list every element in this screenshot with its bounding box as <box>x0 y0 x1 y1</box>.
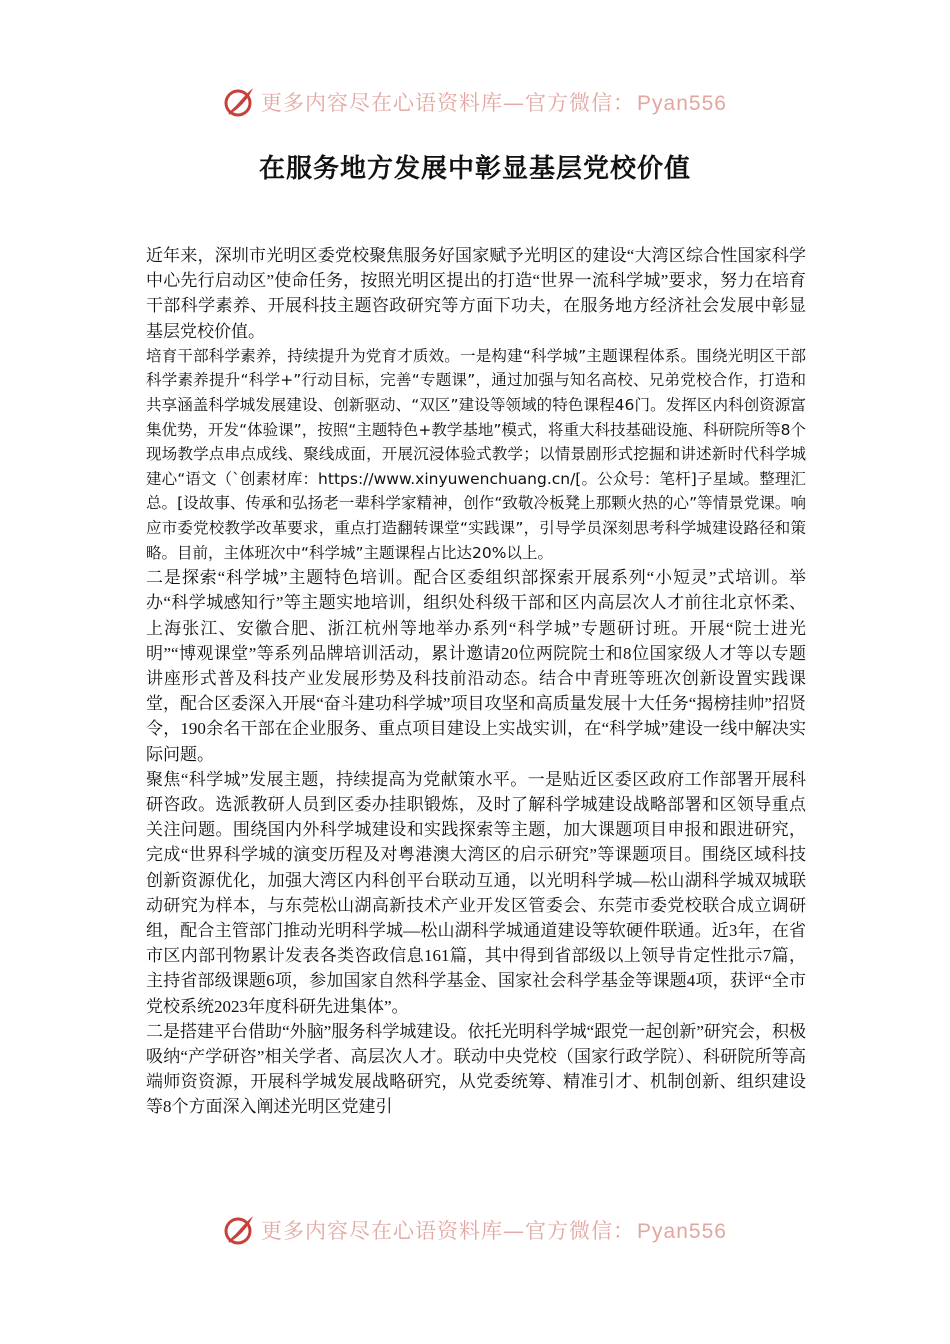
document-body <box>146 243 806 1120</box>
watermark-text <box>261 87 727 117</box>
paragraph-research: 聚焦“科学城”发展主题，持续提高为党献策水平。一是贴近区委区政府工作部署开展科研咨政。选派教研人员到区委办挂职锻炼，及时了解科学城建设战略部署和区领导重点关注问题。围绕国内外科学城建设和实践探索等主题，加大课题项目申报和跟进研究，完成“世界科学城的演变历程及对粤港澳大湾区的启示研究”等课题项目。围绕区域科技创新资源优化，加强大湾区内科创平台联动互通，以光明科学城—松山湖科学城双城联动研究为样本，与东莞松山湖高新技术产业开发区管委会、东莞市委党校联合成立调研组，配合主管部门推动光明科学城—松山湖科学城通道建设等软硬件联通。近3年，在省市区内部刊物累计发表各类咨政信息161篇，其中得到省部级以上领导肯定性批示7篇，主持省部级课题6项，参加国家自然科学基金、国家社会科学基金等课题4项，获评“全市党校系统2023年度科研先进集体”。 <box>146 769 806 1016</box>
paragraph-special-training: 二是探索“科学城”主题特色培训。配合区委组织部探索开展系列“小短灵”式培训。举办“科学城感知行”等主题实地培训，组织处科级干部和区内高层次人才前往北京怀柔、上海张江、安徽合肥、浙江杭州等地举办系列“科学城”专题研讨班。开展“院士进光明”“博观课堂”等系列品牌培训活动，累计邀请20位两院院士和8位国家级人才等以专题讲座形式普及科技产业发展形势及科技前沿动态。结合中青班等班次创新设置实践课堂，配合区委深入开展“奋斗建功科学城”项目攻坚和高质量发展十大任务“揭榜挂帅”招贤令，190余名干部在企业服务、重点项目建设上实战实训，在“科学城”建设一线中解决实际问题。 <box>146 568 806 764</box>
watermark-id: Pyan556 <box>637 92 727 115</box>
watermark-banner-top <box>0 82 950 122</box>
document-title: 在服务地方发展中彰显基层党校价值 <box>258 154 691 184</box>
paragraph-platform: 二是搭建平台借助“外脑”服务科学城建设。依托光明科学城“跟党一起创新”研究会，积极吸纳“产学研咨”相关学者、高层次人才。联动中央党校（国家行政学院）、科研院所等高端师资资源，开展科学城发展战略研究，从党委统筹、精准引才、机制创新、组织建设等8个方面深入阐述光明区党建引 <box>146 1021 806 1117</box>
paragraph-training: 培育干部科学素养，持续提升为党育才质效。一是构建“科学城”主题课程体系。围绕光明区干部科学素养提升“科学+”行动目标，完善“专题课”，通过加强与知名高校、兄弟党校合作，打造和共享涵盖科学城发展建设、创新驱动、“双区”建设等领域的特色课程46门。发挥区内科创资源富集优势，开发“体验课”，按照“主题特色+教学基地”模式，将重大科技基础设施、科研院所等8个现场教学点串点成线、聚线成面，开展沉浸体验式教学；以情景剧形式挖掘和讲述新时代科学城建心“语文（`创素材库：https://www.xinyuwenchuang.cn/[。公众号：笔杆]子星域。整理汇总。[设故事、传承和弘扬老一辈科学家精神，创作“致敬冷板凳上那颗火热的心”等情景党课。响应市委党校教学改革要求，重点打造翻转课堂“实践课”，引导学员深刻思考科学城建设路径和策略。目前，主体班次中“科学城”主题课程占比达20%以上。 <box>146 346 806 562</box>
paragraph-intro: 近年来，深圳市光明区委党校聚焦服务好国家赋予光明区的建设“大湾区综合性国家科学中心先行启动区”使命任务，按照光明区提出的打造“世界一流科学城”要求，努力在培育干部科学素养、开展科技主题咨政研究等方面下功夫，在服务地方经济社会发展中彰显基层党校价值。 <box>146 246 806 341</box>
quill-logo-icon <box>223 85 257 119</box>
watermark-banner-bottom <box>0 1210 950 1250</box>
watermark-id: Pyan556 <box>637 1220 727 1243</box>
watermark-label: 更多内容尽在心语资料库—官方微信： <box>261 1219 636 1243</box>
watermark-text <box>261 1215 727 1245</box>
watermark-label: 更多内容尽在心语资料库—官方微信： <box>261 91 636 115</box>
quill-logo-icon <box>223 1213 257 1247</box>
